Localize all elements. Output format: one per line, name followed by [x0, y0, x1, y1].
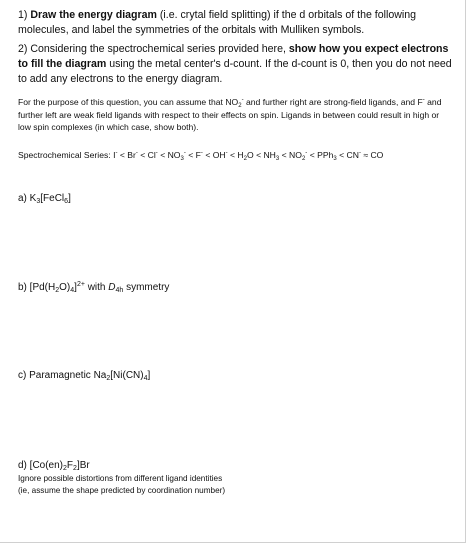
series-ligand: ≈ CO: [360, 150, 384, 160]
part-d-note-1: Ignore possible distortions from different ligand identities: [18, 474, 223, 483]
series-ligand: < NO: [279, 150, 302, 160]
note-text: and further left are weak field ligands with respect to their effects on spin. Ligands in between could result in high or low spin complexes (in which case, show both).: [18, 97, 442, 132]
part-c-text: c) Paramagnetic Na: [18, 370, 107, 381]
series-label: Spectrochemical Series:: [18, 150, 114, 160]
part-b: [18, 281, 453, 294]
series-ligand: < H: [227, 150, 244, 160]
spectrochemical-series: [18, 149, 453, 161]
part-a-sub: 6: [64, 198, 69, 205]
note-text: For the purpose of this question, you can assume that NO: [18, 97, 239, 107]
question-2: [18, 42, 453, 87]
series-sup: -: [225, 150, 228, 156]
note-sup: -: [241, 97, 244, 103]
q1-bold-instruction: Draw the energy diagram: [30, 9, 157, 21]
part-c-text: [Ni(CN): [110, 370, 144, 381]
part-a: [18, 192, 453, 205]
part-d-text: F: [66, 460, 74, 471]
part-b-sub: 2: [55, 287, 60, 294]
series-ligand: < PPh: [307, 150, 334, 160]
part-d-note-2: (ie, assume the shape predicted by coordination number): [18, 486, 226, 495]
note-sub: 2: [238, 103, 242, 109]
series-ligand: < F: [185, 150, 201, 160]
series-ligand: < Cl: [137, 150, 156, 160]
series-sub: 3: [180, 156, 184, 162]
part-d-text: d) [Co(en): [18, 460, 64, 471]
part-b-text: ]: [74, 282, 77, 293]
question-1: [18, 8, 453, 38]
part-b-charge: 2+: [76, 281, 85, 288]
series-sup: -: [135, 150, 138, 156]
part-c-sub: 4: [143, 375, 148, 382]
q1-text: (i.e. crytal field splitting) if the d orbitals of the following molecules, and label the symmetries of the orbitals with Mulliken symbols.: [18, 9, 417, 36]
part-d-sub: 2: [73, 465, 77, 472]
part-d: [18, 459, 453, 472]
strong-weak-field-note: [18, 96, 453, 134]
q2-bold-instruction: show how you expect electrons to fill the diagram: [18, 43, 449, 70]
part-b-sub: 4: [70, 287, 75, 294]
series-sup: -: [305, 150, 308, 156]
series-sup: -: [115, 150, 118, 156]
part-b-text: with: [84, 282, 109, 293]
part-d-sub: 2: [63, 465, 67, 472]
series-sub: 2: [243, 156, 247, 162]
point-group-symbol: D: [108, 282, 116, 293]
series-ligand: < CN: [336, 150, 359, 160]
part-b-text: O): [59, 282, 71, 293]
note-text: and further right are strong-field ligands, and F: [243, 97, 423, 107]
series-sup: -: [183, 150, 186, 156]
series-sub: 3: [333, 156, 337, 162]
series-sup: -: [200, 150, 203, 156]
part-a-text: ]: [68, 193, 71, 204]
note-sup: -: [422, 97, 425, 103]
part-a-text: a) K: [18, 193, 37, 204]
series-sub: 2: [301, 156, 306, 162]
series-ligand: < NO: [157, 150, 181, 160]
part-b-text: b) [Pd(H: [18, 282, 56, 293]
q2-text-start: 2) Considering the spectrochemical series provided here,: [18, 43, 289, 55]
part-c-text: ]: [147, 370, 151, 381]
part-a-sub: 3: [36, 198, 41, 205]
q1-number: 1): [18, 9, 31, 21]
series-ligand: O < NH: [247, 150, 276, 160]
series-sup: -: [155, 150, 158, 156]
series-sup: -: [358, 150, 361, 156]
series-ligand: I: [113, 150, 116, 160]
part-b-text: symmetry: [123, 282, 170, 293]
series-ligand: < Br: [117, 150, 136, 160]
part-c: [18, 369, 453, 382]
series-sub: 3: [275, 156, 280, 162]
point-group-sub: 4h: [115, 287, 124, 294]
part-d-text: ]Br: [76, 460, 90, 471]
part-c-sub: 2: [106, 375, 111, 382]
series-ligand: < OH: [202, 150, 226, 160]
part-a-text: [FeCl: [40, 193, 65, 204]
q2-text: using the metal center's d-count. If the d-count is 0, then you do not need to add any electrons to the energy diagram.: [18, 58, 452, 85]
